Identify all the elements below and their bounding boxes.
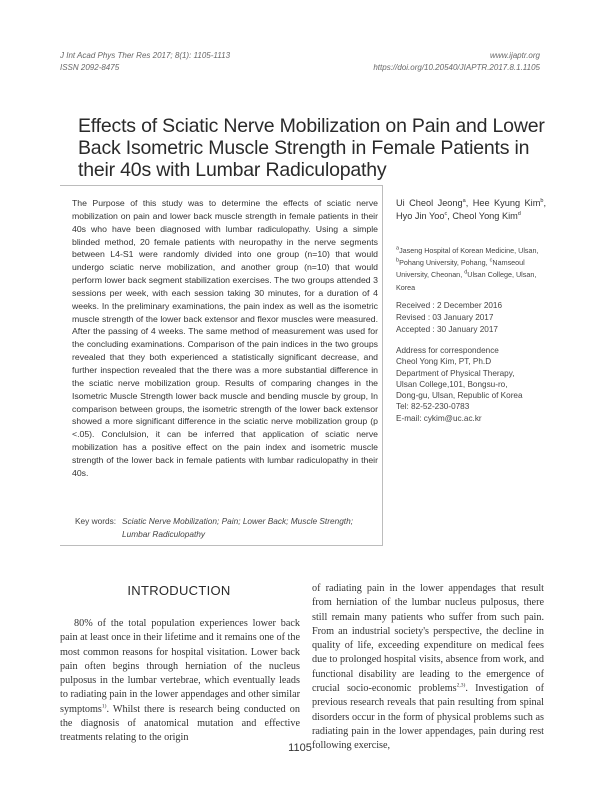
- author-name: Hyo Jin Yoo: [396, 211, 445, 221]
- correspondence-dept: Department of Physical Therapy,: [396, 368, 515, 378]
- page-number: 1105: [288, 742, 312, 754]
- revised-date: Revised : 03 January 2017: [396, 313, 494, 323]
- author-name: Hee Kyung Kim: [472, 198, 541, 208]
- journal-header-right: [373, 50, 540, 74]
- affil-mark: b: [396, 257, 400, 264]
- author-list: Ui Cheol Jeong$^a$, Hee Kyung Kim$^b$, Hyo Jin Yoo$^c$, Cheol Yong Kim$^d$: [396, 197, 546, 221]
- journal-url[interactable]: www.ijaptr.org: [490, 51, 540, 60]
- doi-link[interactable]: https://doi.org/10.20540/JIAPTR.2017.8.1.1105: [373, 63, 540, 72]
- keywords-value: Sciatic Nerve Mobilization; Pain; Lower Back; Muscle Strength; Lumbar Radiculopathy: [122, 516, 354, 539]
- article-dates: [396, 300, 546, 337]
- affiliations: $^a$Jaseng Hospital of Korean Medicine, Ulsan, $^b$Pohang University, Pohang, $^c$Namseoul University, Cheonan, $^d$Ulsan College, Ulsan, Korea: [396, 245, 539, 292]
- issn: ISSN 2092-8475: [60, 63, 120, 72]
- affiliation: Ulsan College, Ulsan, Korea: [396, 270, 537, 292]
- body-text: . Investigation of previous research reveals that pain resulting from spinal disorders occur in the form of physical problems such as radiating pain in the lower appendages, pain during rest following exercise,: [312, 683, 544, 752]
- paper-title: Effects of Sciatic Nerve Mobilization on Pain and Lower Back Isometric Muscle Strength in Female Patients in their 40s with Lumbar Radiculopathy: [78, 115, 545, 181]
- keywords-label: Key words:: [75, 516, 117, 526]
- correspondence-name: Cheol Yong Kim, PT, Ph.D: [396, 357, 492, 367]
- citation: 1): [101, 703, 107, 710]
- correspondence-tel: Tel: 82-52-230-0783: [396, 402, 470, 412]
- author-name: Ui Cheol Jeong: [396, 198, 463, 208]
- body-text: 80% of the total population experiences lower back pain at least once in their lifetime and it remains one of the most common reasons for hospital visitation. Lower back pain often begins through herniation of the nucleus pulposus in the lumbar vertebrae, which eventually leads to radiating pain in the lower appendages and other similar symptoms: [60, 618, 300, 715]
- section-heading: INTRODUCTION: [127, 583, 231, 598]
- author-affil-mark: d: [517, 210, 521, 217]
- abstract: The Purpose of this study was to determine the effects of sciatic nerve mobilization on pain and lower back muscle strength in female patients in their 40s who have been diagnosed with lumbar radiculopathy. Using a simple blinded method, 20 female patients with neuropathy in the nerve segments between L4-S1 were randomly divided into one group (n=10) that would undergo sciatic nerve mobilization, and another group (n=10) that would perform lower back segment stabilization exercises. The two groups attended 3 sessions per week, with each session taking 30 minutes, for a duration of 4 weeks. In the preliminary examinations, the pain index as well as the isometric muscle strength of the lower back extensor and flexor muscles were measured. After the passing of 4 weeks. The same method of measurement was used for the concluding examinations. Comparison of the pain indices in the two groups revealed that they both experienced a statistically significant decrease, and further inspection revealed that the there was a more substantial difference in the sciatic nerve mobilization group. Results of comparing changes in the Isometric Muscle Strength lower back muscle and bending muscle by group, In comparison between groups, the isometric strength of the lower back extensor showed a more significant difference in the sciatic nerve mobilization group (p <.05). Conclulsion, it can be inferred that application of sciatic nerve mobilization has a positive effect on the pain index and isometric muscle strength of the lower back in female patients with lumbar radiculopathy in their 40s.: [72, 198, 378, 478]
- body-column-left: [60, 617, 300, 746]
- affiliation: Jaseng Hospital of Korean Medicine, Ulsan: [399, 246, 537, 255]
- correspondence-heading: Address for correspondence: [396, 346, 499, 355]
- affiliation: Pohang University, Pohang: [399, 258, 486, 268]
- affiliation: Namseoul University, Cheonan: [396, 258, 525, 280]
- citation: 2,3): [456, 682, 466, 689]
- body-text: of radiating pain in the lower appendages that result from herniation of the lumbar nucleus pulposus, there still remain many patients who suffer from such pain. From an industrial society's perspective, the decline in quality of life, exceeding expenditure on medical fees due to prolonged hospital visits, absence from work, and functional disability are leading to the emergence of crucial socio-economic problems: [312, 583, 544, 695]
- affil-mark: a: [396, 245, 400, 252]
- journal-citation: J Int Acad Phys Ther Res 2017; 8(1): 1105-1113: [60, 51, 231, 60]
- correspondence-city: Dong-gu, Ulsan, Republic of Korea: [396, 391, 523, 401]
- journal-header-left: [60, 50, 230, 74]
- affil-mark: c: [489, 257, 493, 264]
- received-date: Received : 2 December 2016: [396, 301, 503, 310]
- body-column-right: [312, 582, 544, 754]
- author-affil-mark: c: [444, 210, 448, 217]
- author-affil-mark: b: [540, 197, 544, 204]
- body-text: . Whilst there is research being conducted on the diagnosis of anatomical mutation and effective treatments relating to the origin: [60, 703, 300, 744]
- accepted-date: Accepted : 30 January 2017: [396, 325, 498, 335]
- correspondence-email[interactable]: E-mail: cykim@uc.ac.kr: [396, 413, 482, 423]
- author-affil-mark: a: [462, 197, 466, 204]
- correspondence-address: Ulsan College,101, Bongsu-ro,: [396, 379, 508, 389]
- affil-mark: d: [464, 270, 468, 277]
- author-name: Cheol Yong Kim: [452, 211, 518, 221]
- correspondence-block: [396, 345, 546, 424]
